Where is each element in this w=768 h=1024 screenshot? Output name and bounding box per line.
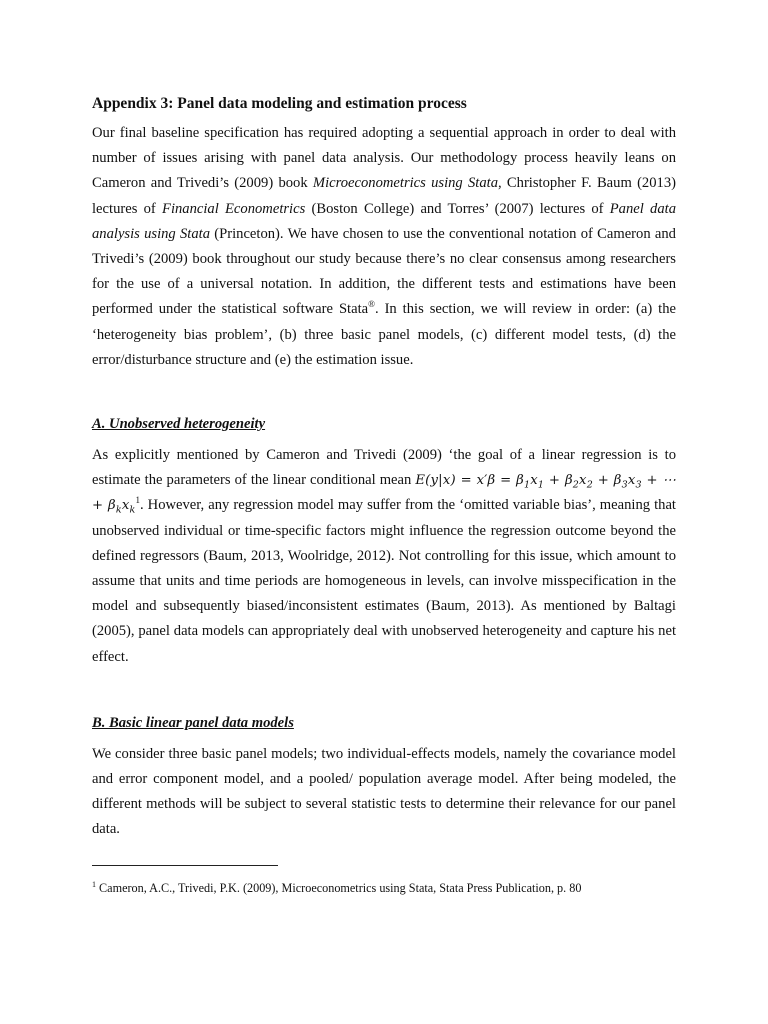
formula-x-2: x (579, 473, 587, 489)
book-title-microeconometrics: Microeconometrics using Stata (312, 175, 498, 192)
footnote-divider (92, 865, 278, 866)
intro-text-4: (Princeton). We have chosen to use the conventional notation of Cameron and Trivedi’s (2009) book throughout our study because there’s no clear consensus among researchers for the use of a universal notation. In addition, the different tests and estimations have been performed under the statistical software Stata (92, 225, 676, 318)
formula-sub-3: 3 (621, 479, 628, 491)
formula-x-3: x (627, 473, 636, 489)
formula-sub-k: k (115, 505, 122, 517)
formula-plus-1: + (544, 473, 565, 489)
formula-beta-2: β (564, 473, 573, 489)
section-a-title: A. Unobserved heterogeneity (92, 416, 266, 433)
formula-beta-3: β (613, 473, 622, 489)
footnote-marker: 1 (92, 879, 96, 889)
intro-text-2: , Christopher F. Baum (2013) lectures of (92, 175, 676, 217)
formula-lhs: E(y|x) = x′β = (415, 473, 517, 489)
formula-sub-kb: k (129, 505, 136, 517)
intro-text-5: . In this section, we will review in order: (a) the ‘heterogeneity bias problem’, (b) three basic panel models, (c) different model tests, (d) the error/disturbance structure and (e) the estimation issue. (92, 301, 676, 368)
section-a-paragraph (92, 443, 676, 670)
section-b-title: B. Basic linear panel data models (92, 714, 294, 731)
lecture-title-financial-econometrics: Financial Econometrics (162, 200, 306, 217)
formula-sub-2b: 2 (586, 479, 593, 491)
footnote-reference[interactable]: 1 (135, 495, 140, 506)
formula-ellipsis: + ⋯ + (92, 473, 676, 514)
footnote (92, 880, 676, 896)
document-page (92, 93, 676, 896)
formula-sub-1: 1 (523, 479, 531, 491)
formula-beta-k: β (108, 498, 116, 514)
lecture-title-panel-data: Panel data analysis using Stata (92, 200, 676, 242)
registered-mark: ® (368, 299, 375, 310)
intro-paragraph (92, 121, 676, 373)
footnote-text: Cameron, A.C., Trivedi, P.K. (2009), Microeconometrics using Stata, Stata Press Publication, p. 80 (96, 880, 582, 895)
section-a-text-2: . However, any regression model may suffer from the ‘omitted variable bias’, meaning that unobserved individual or time-specific factors might influence the regression outcome beyond the defined regressors (Baum, 2013, Woolridge, 2012). Not controlling for this issue, which amount to assume that units and time periods are homogeneous in levels, can involve misspecification in the model and subsequently biased/inconsistent estimates (Baum, 2013). As mentioned by Baltagi (2005), panel data models can appropriately deal with unobserved heterogeneity and capture his net effect. (92, 497, 676, 665)
section-b-paragraph: We consider three basic panel models; two individual-effects models, namely the covariance model and error component model, and a pooled/ population average model. After being modeled, the different methods will be subject to several statistic tests to determine their relevance for our panel data. (92, 745, 676, 838)
formula-x-k: x (121, 498, 130, 514)
appendix-heading: Appendix 3: Panel data modeling and estimation process (92, 95, 467, 112)
formula-sub-3b: 3 (635, 479, 642, 491)
section-a-text-1: As explicitly mentioned by Cameron and Trivedi (2009) ‘the goal of a linear regression is to estimate the parameters of the linear conditional mean (92, 447, 676, 489)
intro-text-1: Our final baseline specification has required adopting a sequential approach in order to deal with number of issues arising with panel data analysis. Our methodology process heavily leans on Cameron and Trivedi’s (2009) book (92, 125, 676, 192)
formula-sub-2: 2 (572, 479, 580, 491)
formula-x-1: x (530, 473, 538, 489)
intro-text-3: (Boston College) and Torres’ (2007) lectures of (305, 200, 610, 217)
formula-beta-1: β (516, 473, 524, 489)
formula-sub-1b: 1 (537, 479, 545, 491)
formula-plus-2: + (592, 473, 614, 489)
